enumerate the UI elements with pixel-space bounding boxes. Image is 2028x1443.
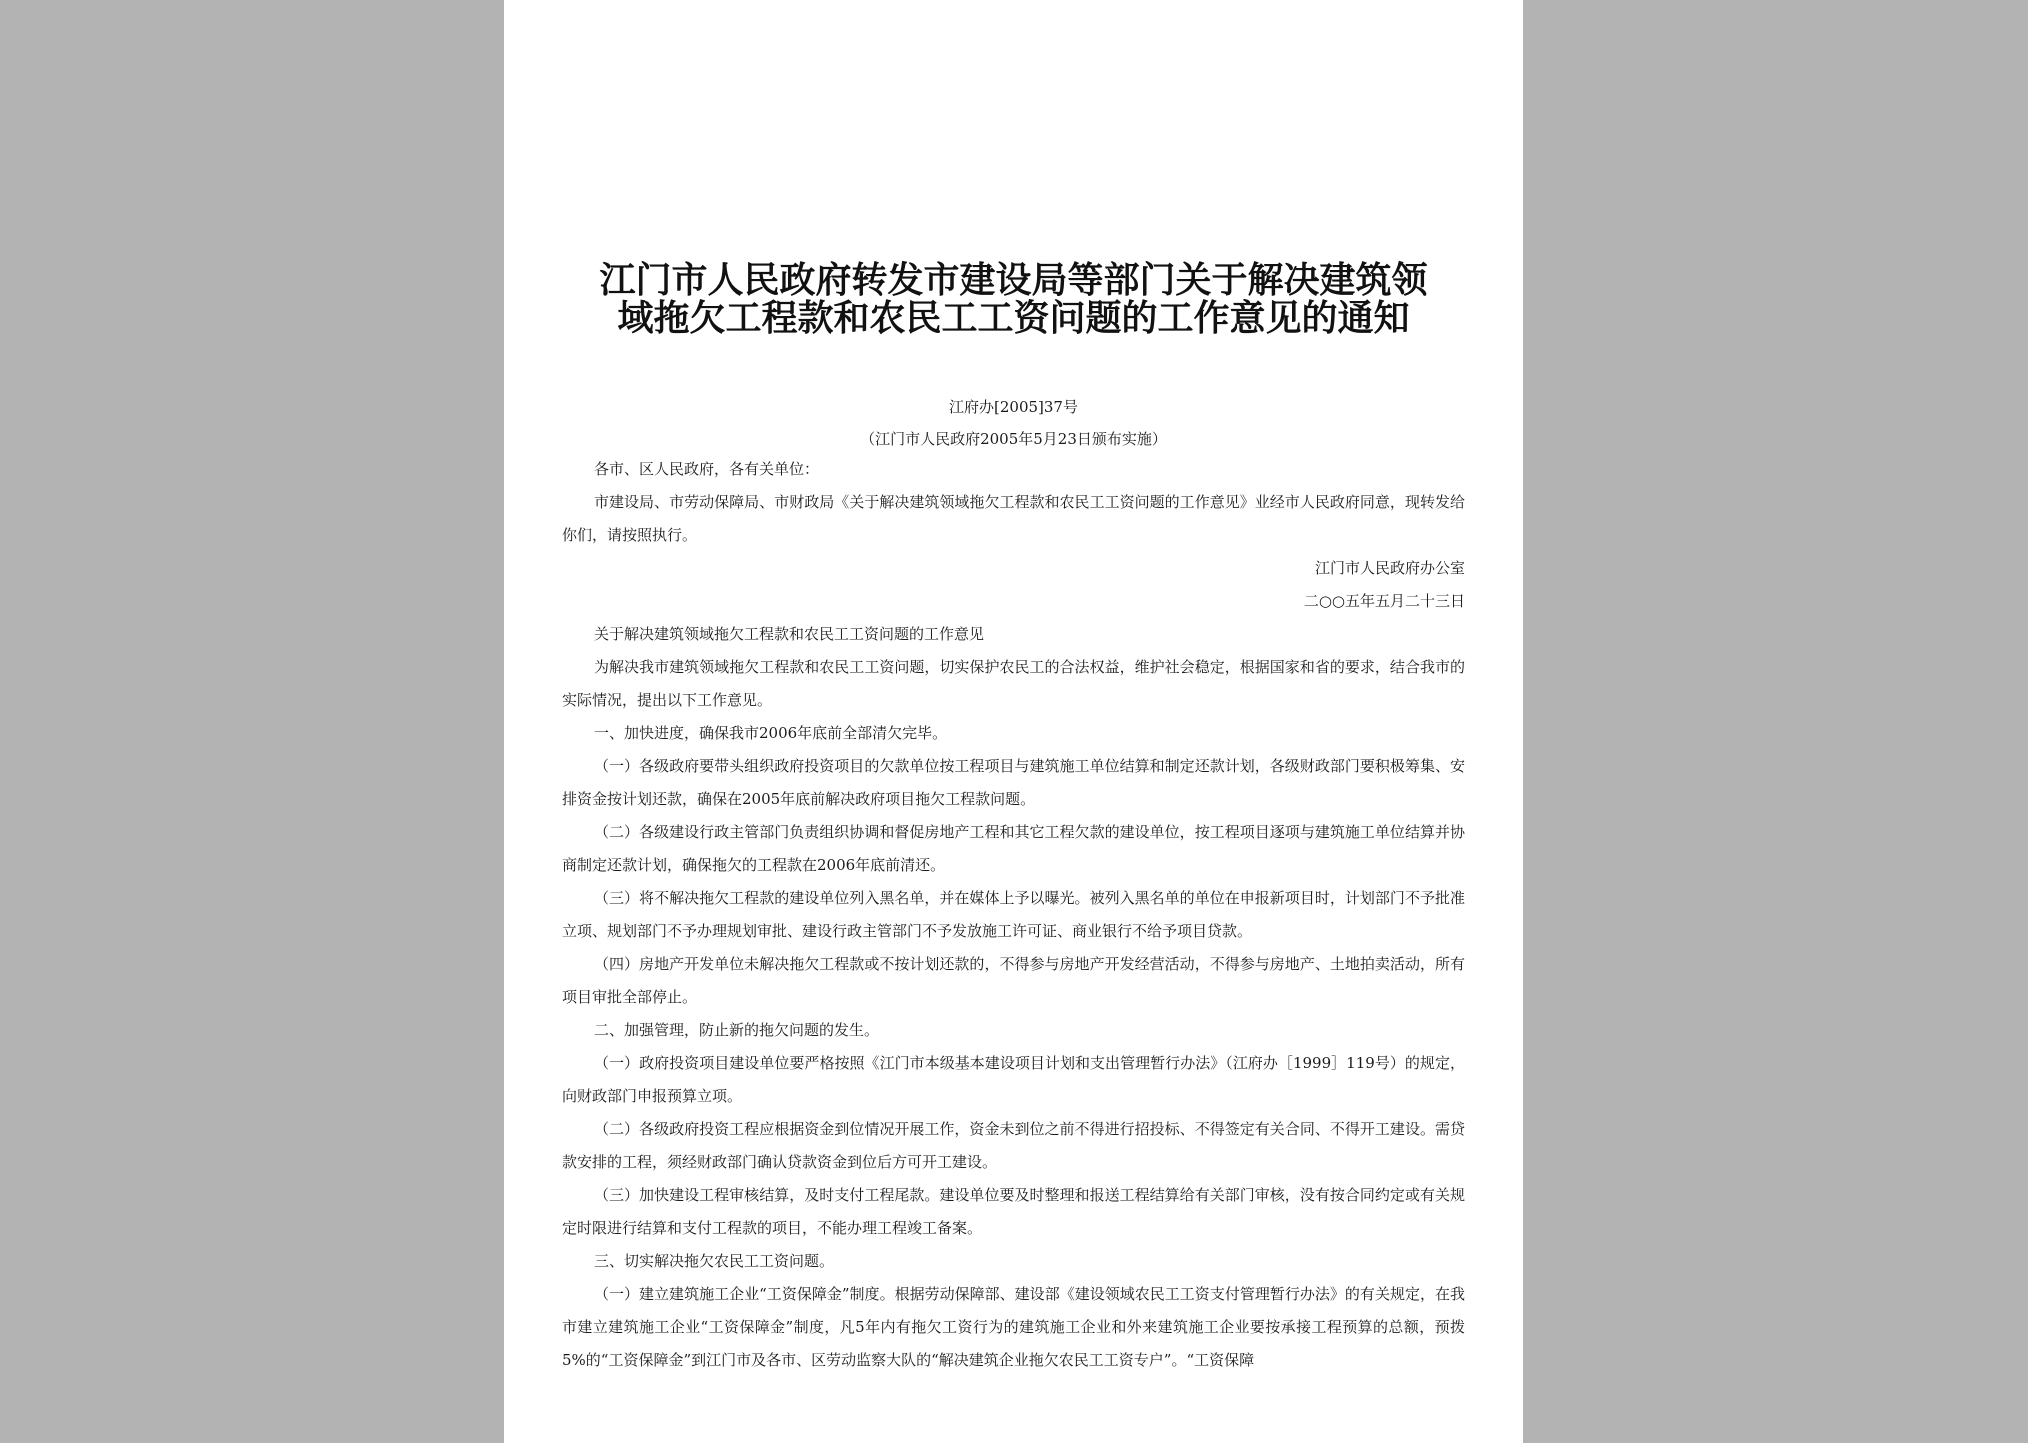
issue-date: 二○○五年五月二十三日 — [1303, 592, 1465, 610]
attachment-title: 关于解决建筑领域拖欠工程款和农民工工资问题的工作意见 — [594, 625, 985, 643]
paragraph: （一）各级政府要带头组织政府投资项目的欠款单位按工程项目与建筑施工单位结算和制定还款计划，各级财政部门要积极筹集、安排资金按计划还款，确保在2005年底前解决政府项目拖欠工程款问题。 — [562, 757, 1465, 808]
paragraph: （二）各级建设行政主管部门负责组织协调和督促房地产工程和其它工程欠款的建设单位，按工程项目逐项与建筑施工单位结算并协商制定还款计划，确保拖欠的工程款在2006年底前清还。 — [562, 823, 1465, 874]
promulgation-note: （江门市人民政府2005年5月23日颁布实施） — [860, 430, 1167, 448]
title-line-2: 域拖欠工程款和农民工工资问题的工作意见的通知 — [617, 298, 1410, 339]
paragraph: （四）房地产开发单位未解决拖欠工程款或不按计划还款的，不得参与房地产开发经营活动，不得参与房地产、土地拍卖活动，所有项目审批全部停止。 — [562, 955, 1465, 1006]
section-heading: 三、切实解决拖欠农民工工资问题。 — [594, 1252, 835, 1270]
paragraph: （一）政府投资项目建设单位要严格按照《江门市本级基本建设项目计划和支出管理暂行办法》（江府办［1999］119号）的规定，向财政部门申报预算立项。 — [562, 1054, 1465, 1105]
paragraph: 市建设局、市劳动保障局、市财政局《关于解决建筑领域拖欠工程款和农民工工资问题的工作意见》业经市人民政府同意，现转发给你们，请按照执行。 — [562, 493, 1465, 544]
title-line-1: 江门市人民政府转发市建设局等部门关于解决建筑领 — [599, 260, 1428, 301]
paragraph: （二）各级政府投资工程应根据资金到位情况开展工作，资金未到位之前不得进行招投标、不得签定有关合同、不得开工建设。需贷款安排的工程，须经财政部门确认贷款资金到位后方可开工建设。 — [562, 1120, 1465, 1171]
salutation: 各市、区人民政府，各有关单位： — [594, 460, 820, 478]
issuer-signature: 江门市人民政府办公室 — [1314, 559, 1465, 577]
document-number: 江府办[2005]37号 — [949, 398, 1078, 416]
paragraph: （一）建立建筑施工企业“工资保障金”制度。根据劳动保障部、建设部《建设领域农民工工资支付管理暂行办法》的有关规定，在我市建立建筑施工企业“工资保障金”制度，凡5年内有拖欠工资行为的建筑施工企业和外来建筑施工企业要按承接工程预算的总额，预拨5%的“工资保障金”到江门市及各市、区劳动监察大队的“解决建筑企业拖欠农民工工资专户”。“工资保障 — [562, 1285, 1465, 1369]
section-heading: 一、加快进度，确保我市2006年底前全部清欠完毕。 — [594, 724, 948, 742]
document-title — [562, 262, 1465, 338]
paragraph: 为解决我市建筑领域拖欠工程款和农民工工资问题，切实保护农民工的合法权益，维护社会稳定，根据国家和省的要求，结合我市的实际情况，提出以下工作意见。 — [562, 658, 1465, 709]
paragraph: （三）加快建设工程审核结算，及时支付工程尾款。建设单位要及时整理和报送工程结算给有关部门审核，没有按合同约定或有关规定时限进行结算和支付工程款的项目，不能办理工程竣工备案。 — [562, 1186, 1465, 1237]
document-body — [562, 453, 1465, 1377]
document-page — [504, 0, 1523, 1443]
paragraph: （三）将不解决拖欠工程款的建设单位列入黑名单，并在媒体上予以曝光。被列入黑名单的单位在申报新项目时，计划部门不予批准立项、规划部门不予办理规划审批、建设行政主管部门不予发放施工许可证、商业银行不给予项目贷款。 — [562, 889, 1465, 940]
section-heading: 二、加强管理，防止新的拖欠问题的发生。 — [594, 1021, 880, 1039]
